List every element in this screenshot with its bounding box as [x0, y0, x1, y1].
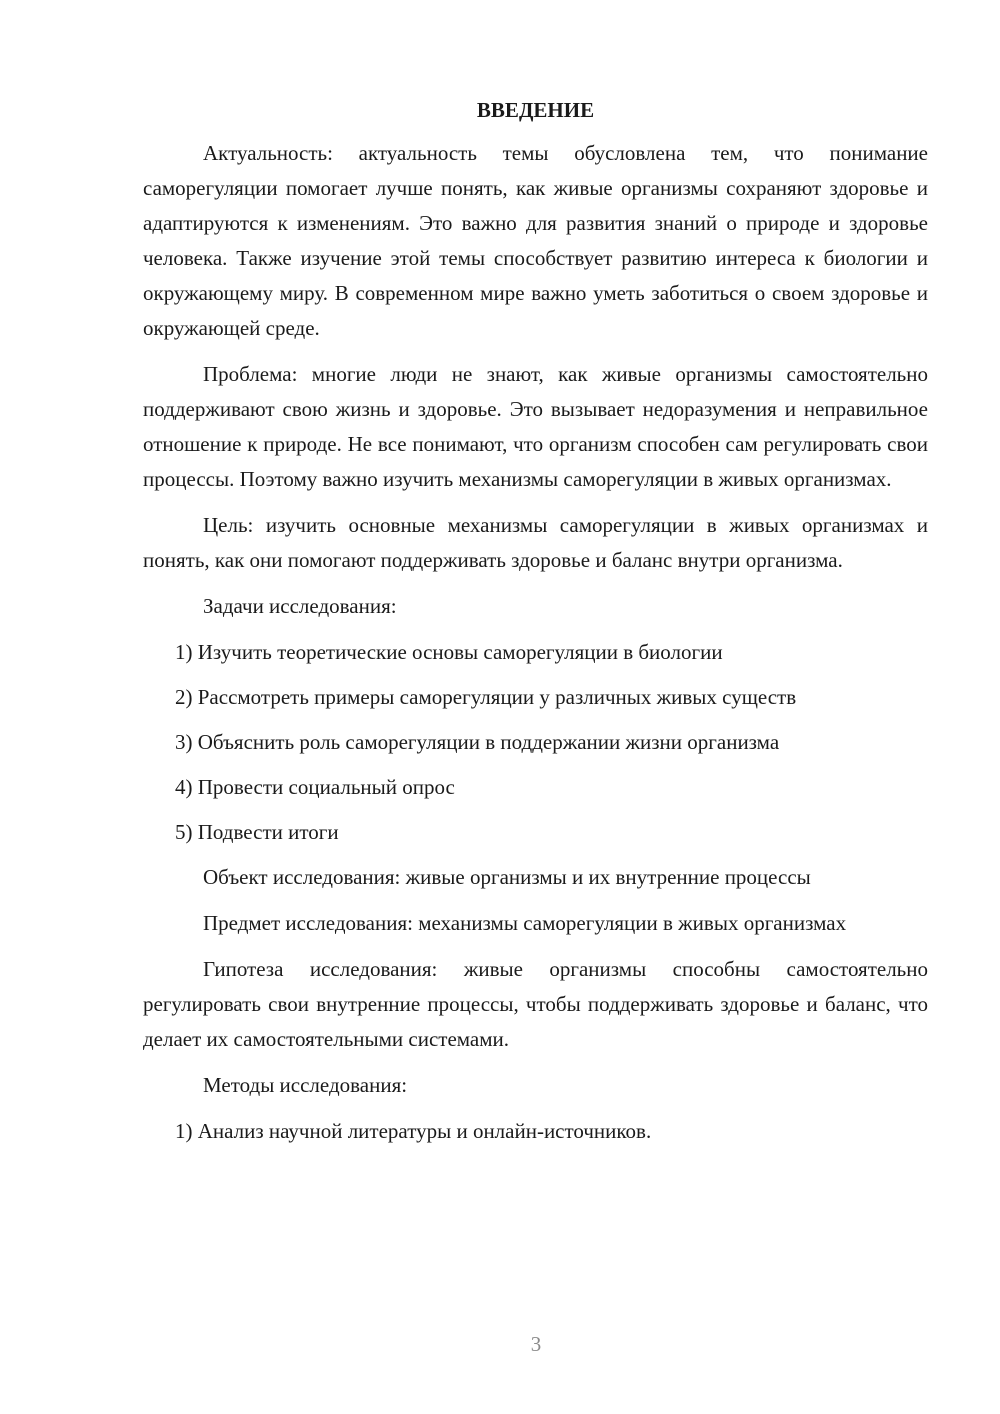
list-item: 2) Рассмотреть примеры саморегуляции у различных живых существ [175, 685, 797, 709]
list-item: 1) Анализ научной литературы и онлайн-источников. [175, 1119, 652, 1143]
list-item: 4) Провести социальный опрос [175, 775, 455, 799]
tasks-list [143, 635, 928, 850]
list-item: 3) Объяснить роль саморегуляции в поддержании жизни организма [175, 730, 780, 754]
document-page [143, 92, 928, 1159]
problem-paragraph: Проблема: многие люди не знают, как живые организмы самостоятельно поддерживают свою жизнь и здоровье. Это вызывает недоразумения и неправильное отношение к природе. Не все понимают, что организм способен сам регулировать свои процессы. Поэтому важно изучить механизмы саморегуляции в живых организмах. [143, 362, 928, 491]
goal-paragraph: Цель: изучить основные механизмы саморегуляции в живых организмах и понять, как они помогают поддерживать здоровье и баланс внутри организма. [143, 513, 928, 572]
methods-title: Методы исследования: [203, 1073, 408, 1097]
section-heading: ВВЕДЕНИЕ [476, 98, 595, 122]
relevance-paragraph: Актуальность: актуальность темы обусловлена тем, что понимание саморегуляции помогает лучше понять, как живые организмы сохраняют здоровье и адаптируются к изменениям. Это важно для развития знаний о природе и здоровье человека. Также изучение этой темы способствует развитию интереса к биологии и окружающему миру. В современном мире важно уметь заботиться о своем здоровье и окружающей среде. [143, 141, 928, 340]
tasks-title: Задачи исследования: [203, 594, 397, 618]
list-item: 5) Подвести итоги [175, 820, 339, 844]
list-item: 1) Изучить теоретические основы саморегуляции в биологии [175, 640, 723, 664]
hypothesis-paragraph: Гипотеза исследования: живые организмы способны самостоятельно регулировать свои внутренние процессы, чтобы поддерживать здоровье и баланс, что делает их самостоятельными системами. [143, 957, 928, 1051]
page-number: 3 [530, 1332, 542, 1356]
object-paragraph: Объект исследования: живые организмы и их внутренние процессы [203, 865, 811, 889]
methods-list [143, 1114, 928, 1149]
subject-paragraph: Предмет исследования: механизмы саморегуляции в живых организмах [203, 911, 847, 935]
